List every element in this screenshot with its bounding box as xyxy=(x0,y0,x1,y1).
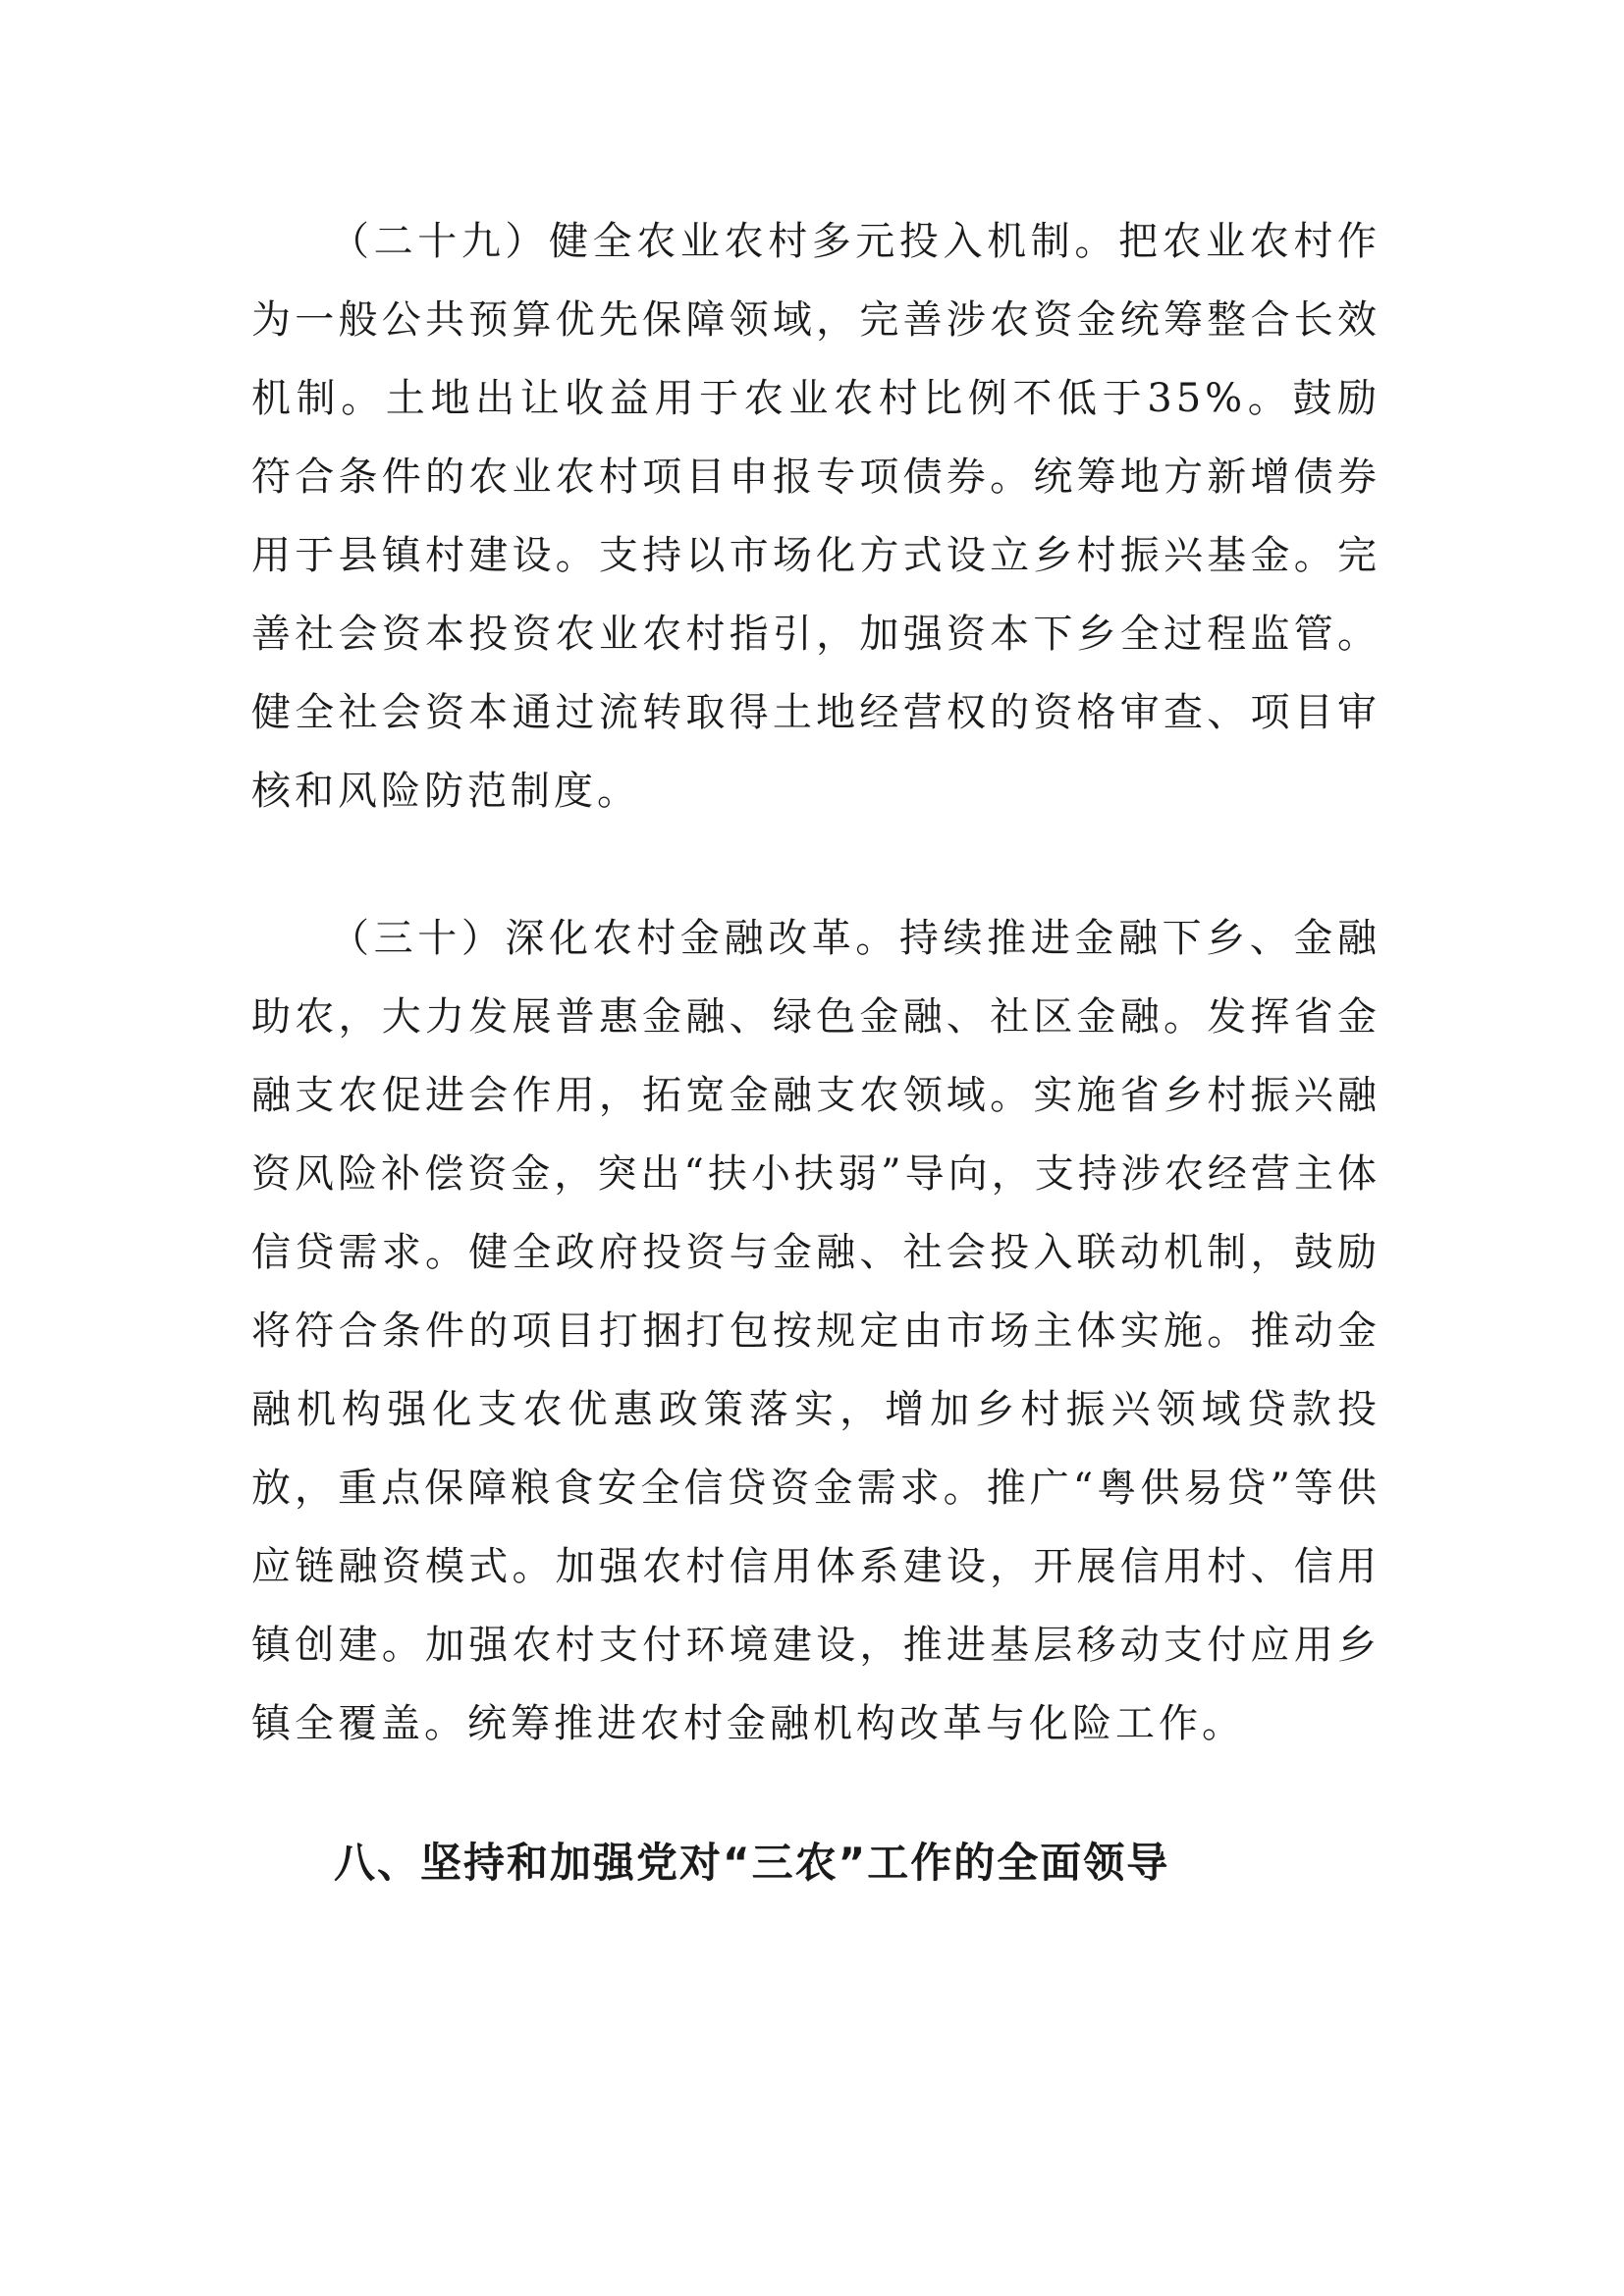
section-heading-eight: 八、坚持和加强党对“三农”工作的全面领导 xyxy=(334,1839,1170,1887)
paragraph-30-rural-finance-reform: （三十）深化农村金融改革。持续推进金融下乡、金融助农，大力发展普惠金融、绿色金融、社区金融。发挥省金融支农促进会作用，拓宽金融支农领域。实施省乡村振兴融资风险补偿资金，突出“扶小扶弱”导向，支持涉农经营主体信贷需求。健全政府投资与金融、社会投入联动机制，鼓励将符合条件的项目打捆打包按规定由市场主体实施。推动金融机构强化支农优惠政策落实，增加乡村振兴领域贷款投放，重点保障粮食安全信贷资金需求。推广“粤供易贷”等供应链融资模式。加强农村信用体系建设，开展信用村、信用镇创建。加强农村支付环境建设，推进基层移动支付应用乡镇全覆盖。统筹推进农村金融机构改革与化险工作。 xyxy=(251,916,1380,1746)
paragraph-29-rural-investment: （二十九）健全农业农村多元投入机制。把农业农村作为一般公共预算优先保障领域，完善涉农资金统筹整合长效机制。土地出让收益用于农业农村比例不低于35%。鼓励符合条件的农业农村项目申报专项债券。统筹地方新增债券用于县镇村建设。支持以市场化方式设立乡村振兴基金。完善社会资本投资农业农村指引，加强资本下乡全过程监管。健全社会资本通过流转取得土地经营权的资格审查、项目审核和风险防范制度。 xyxy=(251,219,1380,814)
